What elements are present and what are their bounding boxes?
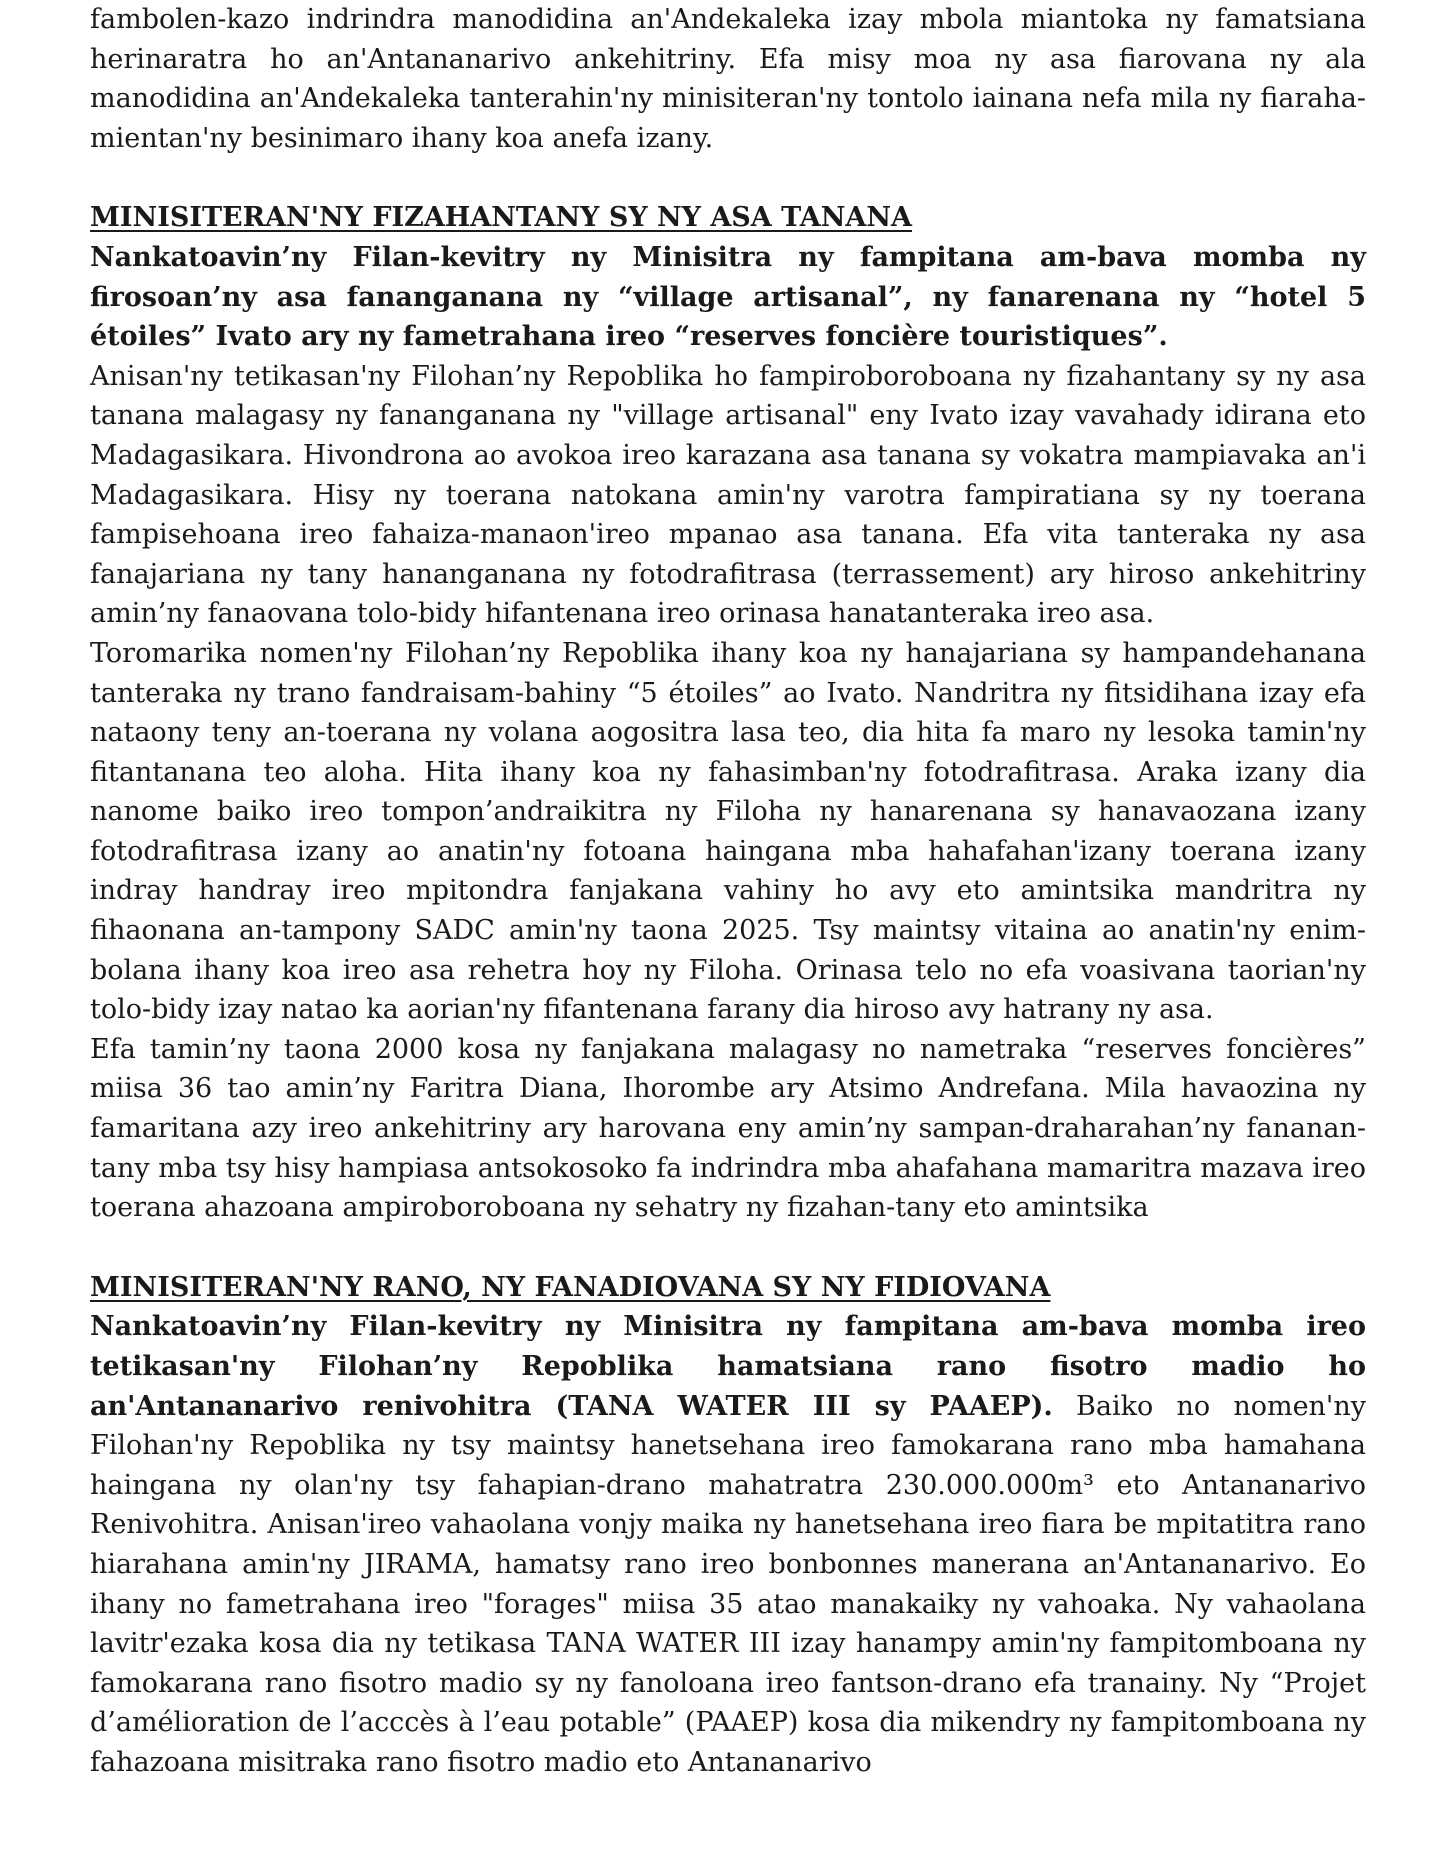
section-water [90,1268,1366,1783]
document-page [90,0,1366,1783]
section-heading-tourism: MINISITERAN'NY FIZAHANTANY SY NY ASA TANANA [90,202,912,234]
section-lead-water: Nankatoavin’ny Filan-kevitry ny Minisitra ny fampitana am-bava momba ireo tetikasan'ny Filohan’ny Repoblika hamatsiana rano fisotro madio ho an'Antananarivo renivohitra (TANA WATER III sy PAAEP). [90,1311,1366,1422]
section-heading-water: MINISITERAN'NY RANO, NY FANADIOVANA SY NY FIDIOVANA [90,1271,1051,1303]
paragraph-hotel-ivato: Toromarika nomen'ny Filohan’ny Repoblika ihany koa ny hanajariana sy hampandehanana tanteraka ny trano fandraisam-bahiny “5 étoiles” ao Ivato. Nandritra ny fitsidihana izay efa nataony teny an-toerana ny volana aogositra lasa teo, dia hita fa maro ny lesoka tamin'ny fitantanana teo aloha. Hita ihany koa ny fahasimban'ny fotodrafitrasa. Araka izany dia nanome baiko ireo tompon’andraikitra ny Filoha ny hanarenana sy hanavaozana izany fotodrafitrasa izany ao anatin'ny fotoana haingana mba hahafahan'izany toerana izany indray handray ireo mpitondra fanjakana vahiny ho avy eto amintsika mandritra ny fihaonana an-tampony SADC amin'ny taona 2025. Tsy maintsy vitaina ao anatin'ny enim-bolana ihany koa ireo asa rehetra hoy ny Filoha. Orinasa telo no efa voasivana taorian'ny tolo-bidy izay natao ka aorian'ny fifantenana farany dia hiroso avy hatrany ny asa. [90,637,1366,1026]
intro-paragraph: fambolen-kazo indrindra manodidina an'Andekaleka izay mbola miantoka ny famatsiana herinaratra ho an'Antananarivo ankehitriny. Efa misy moa ny asa fiarovana ny ala manodidina an'Andekaleka tanterahin'ny minisiteran'ny tontolo iainana nefa mila ny fiaraha-mientan'ny besinimaro ihany koa anefa izany. [90,4,1366,154]
paragraph-reserves-foncieres: Efa tamin’ny taona 2000 kosa ny fanjakana malagasy no nametraka “reserves foncières” miisa 36 tao amin’ny Faritra Diana, Ihorombe ary Atsimo Andrefana. Mila havaozina ny famaritana azy ireo ankehitriny ary harovana eny amin’ny sampan-draharahan’ny fananan-tany mba tsy hisy hampiasa antsokosoko fa indrindra mba ahafahana mamaritra mazava ireo toerana ahazoana ampiroboroboana ny sehatry ny fizahan-tany eto amintsika [90,1033,1366,1224]
paragraph-water-body: Baiko no nomen'ny Filohan'ny Repoblika ny tsy maintsy hanetsehana ireo famokarana rano mba hamahana haingana ny olan'ny tsy fahapian-drano mahatratra 230.000.000m³ eto Antananarivo Renivohitra. Anisan'ireo vahaolana vonjy maika ny hanetsehana ireo fiara be mpitatitra rano hiarahana amin'ny JIRAMA, hamatsy rano ireo bonbonnes manerana an'Antananarivo. Eo ihany no fametrahana ireo "forages" miisa 35 atao manakaiky ny vahoaka. Ny vahaolana lavitr'ezaka kosa dia ny tetikasa TANA WATER III izay hanampy amin'ny fampitomboana ny famokarana rano fisotro madio sy ny fanoloana ireo fantson-drano efa tranainy. Ny “Projet d’amélioration de l’acccès à l’eau potable” (PAAEP) kosa dia mikendry ny fampitomboana ny fahazoana misitraka rano fisotro madio eto Antananarivo [90,1390,1366,1778]
paragraph-village-artisanal: Anisan'ny tetikasan'ny Filohan’ny Repoblika ho fampiroboroboana ny fizahantany sy ny asa tanana malagasy ny fananganana ny "village artisanal" eny Ivato izay vavahady idirana eto Madagasikara. Hivondrona ao avokoa ireo karazana asa tanana sy vokatra mampiavaka an'i Madagasikara. Hisy ny toerana natokana amin'ny varotra fampiratiana sy ny toerana fampisehoana ireo fahaiza-manaon'ireo mpanao asa tanana. Efa vita tanteraka ny asa fanajariana ny tany hananganana ny fotodrafitrasa (terrassement) ary hiroso ankehitriny amin’ny fanaovana tolo-bidy hifantenana ireo orinasa hanatanteraka ireo asa. [90,360,1366,630]
paragraph-water [90,1307,1366,1782]
section-tourism [90,198,1366,1227]
section-lead-tourism: Nankatoavin’ny Filan-kevitry ny Minisitra ny fampitana am-bava momba ny firosoan’ny asa fananganana ny “village artisanal”, ny fanarenana ny “hotel 5 étoiles” Ivato ary ny fametrahana ireo “reserves foncière touristiques”. [90,241,1366,353]
